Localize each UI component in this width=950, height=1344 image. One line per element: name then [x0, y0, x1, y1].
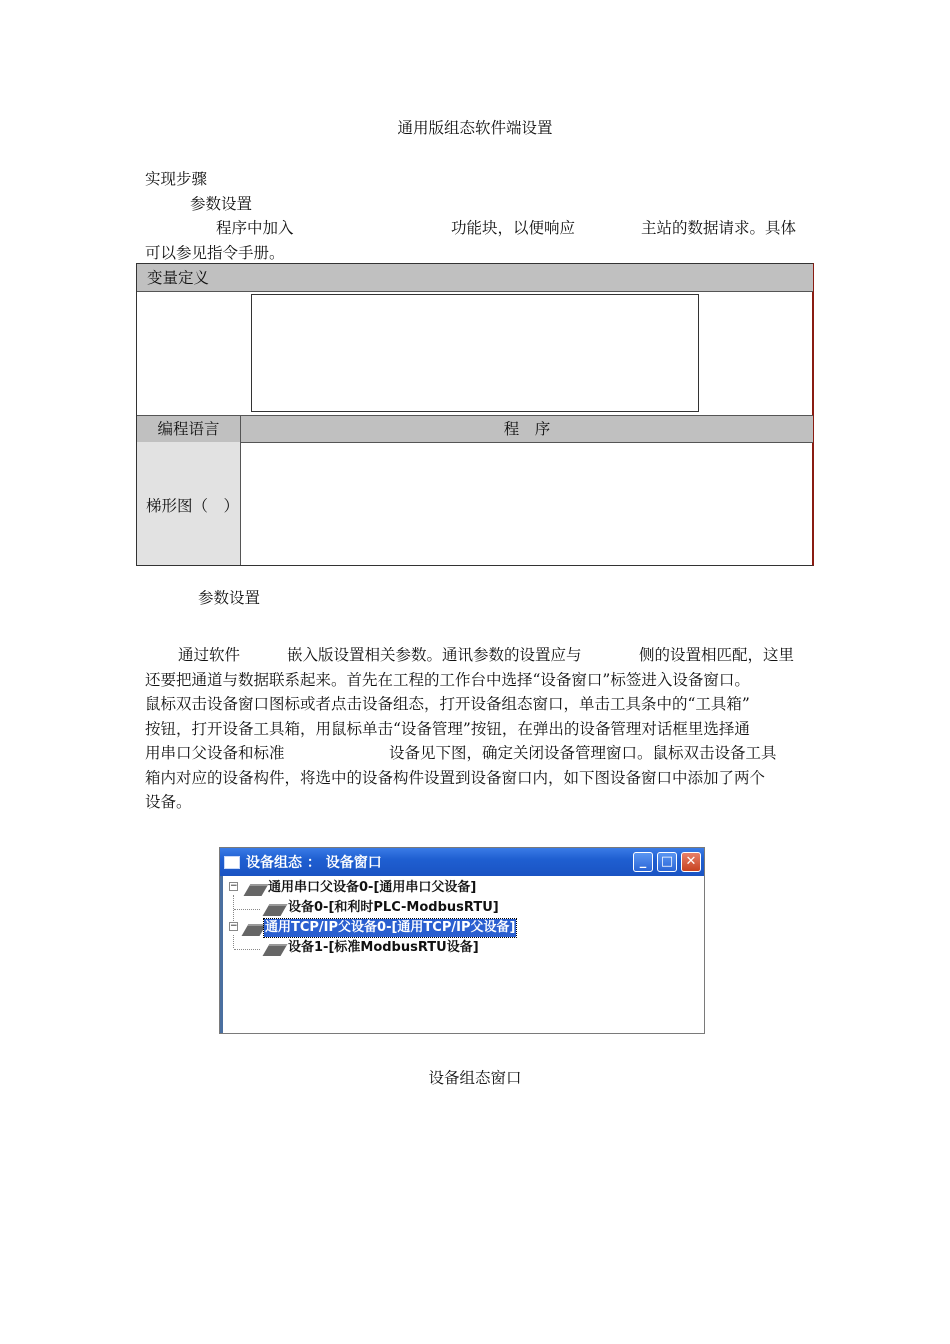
para2-l7: 设备。 — [145, 793, 192, 811]
paragraph-2 — [145, 643, 807, 815]
tree-connector — [234, 949, 260, 950]
window-titlebar[interactable] — [220, 848, 704, 876]
para2-l5b: 设备见下图，确定关闭设备管理窗口。鼠标双击设备工具 — [389, 744, 777, 762]
var-def-box — [251, 294, 699, 412]
param-setting-heading-1: 参数设置 — [190, 195, 253, 213]
tree-connector — [233, 935, 234, 948]
tree-connector — [234, 909, 260, 910]
collapse-icon[interactable]: − — [230, 881, 238, 891]
var-def-header — [137, 264, 813, 292]
program-table — [136, 263, 814, 566]
para2-l6: 箱内对应的设备构件，将选中的设备构件设置到设备窗口内，如下图设备窗口中添加了两个 — [145, 768, 766, 787]
para2-l1c: 侧的设置相匹配，这里 — [639, 646, 795, 664]
device-tree — [220, 876, 704, 1033]
collapse-icon[interactable]: − — [230, 921, 238, 931]
param-setting-heading-2: 参数设置 — [198, 589, 261, 607]
para2-l5a: 用串口父设备和标准 — [145, 744, 285, 762]
para2-l4: 按钮，打开设备工具箱，用鼠标单击“设备管理”按钮，在弹出的设备管理对话框里选择通 — [145, 719, 750, 738]
para2-l1b: 嵌入版设置相关参数。通讯参数的设置应与 — [287, 646, 582, 664]
para1-seg3: 主站的数据请求。具体 — [641, 219, 797, 237]
para2-l2: 还要把通道与数据联系起来。首先在工程的工作台中选择“设备窗口”标签进入设备窗口。 — [145, 670, 750, 689]
ladder-label: 梯形图（ ） — [146, 497, 240, 515]
para2-l3: 鼠标双击设备窗口图标或者点击设备组态，打开设备组态窗口，单击工具条中的“工具箱” — [145, 695, 750, 713]
ladder-cell — [137, 442, 241, 565]
device-config-window — [219, 847, 705, 1034]
close-icon: ✕ — [685, 854, 697, 869]
window-title: 设备组态 ： 设备窗口 — [246, 855, 382, 871]
para1-seg2: 功能块，以便响应 — [451, 219, 576, 237]
tree-node-device1[interactable]: 设备1-[标准ModbusRTU设备] — [288, 940, 479, 955]
minimize-button[interactable] — [633, 852, 653, 872]
page-title: 通用版组态软件端设置 — [397, 119, 553, 137]
maximize-icon: □ — [660, 854, 674, 869]
window-icon — [224, 856, 240, 869]
figure-caption: 设备组态窗口 — [428, 1069, 522, 1087]
para1-seg1: 程序中加入 — [216, 219, 294, 237]
para1-line2: 可以参见指令手册。 — [145, 243, 285, 262]
paragraph-1 — [145, 216, 807, 265]
close-button[interactable] — [681, 852, 701, 872]
steps-heading: 实现步骤 — [145, 170, 208, 188]
minimize-icon: _ — [639, 854, 647, 869]
var-def-label: 变量定义 — [147, 269, 210, 287]
device-chip-icon — [263, 944, 288, 956]
device-chip-icon — [242, 924, 267, 936]
tree-node-tcpip-parent[interactable]: 通用TCP/IP父设备0-[通用TCP/IP父设备] — [265, 920, 516, 935]
tree-node-serial-parent[interactable]: 通用串口父设备0-[通用串口父设备] — [268, 880, 477, 895]
tree-left-border — [220, 876, 223, 1033]
prog-header: 程 序 — [503, 420, 551, 438]
maximize-button[interactable] — [657, 852, 677, 872]
lang-prog-header-row — [137, 415, 813, 443]
lang-header: 编程语言 — [137, 416, 241, 442]
para2-l1a: 通过软件 — [178, 646, 241, 664]
tree-node-device0[interactable]: 设备0-[和利时PLC-ModbusRTU] — [288, 900, 499, 915]
device-chip-icon — [263, 904, 288, 916]
device-chip-icon — [244, 884, 269, 896]
